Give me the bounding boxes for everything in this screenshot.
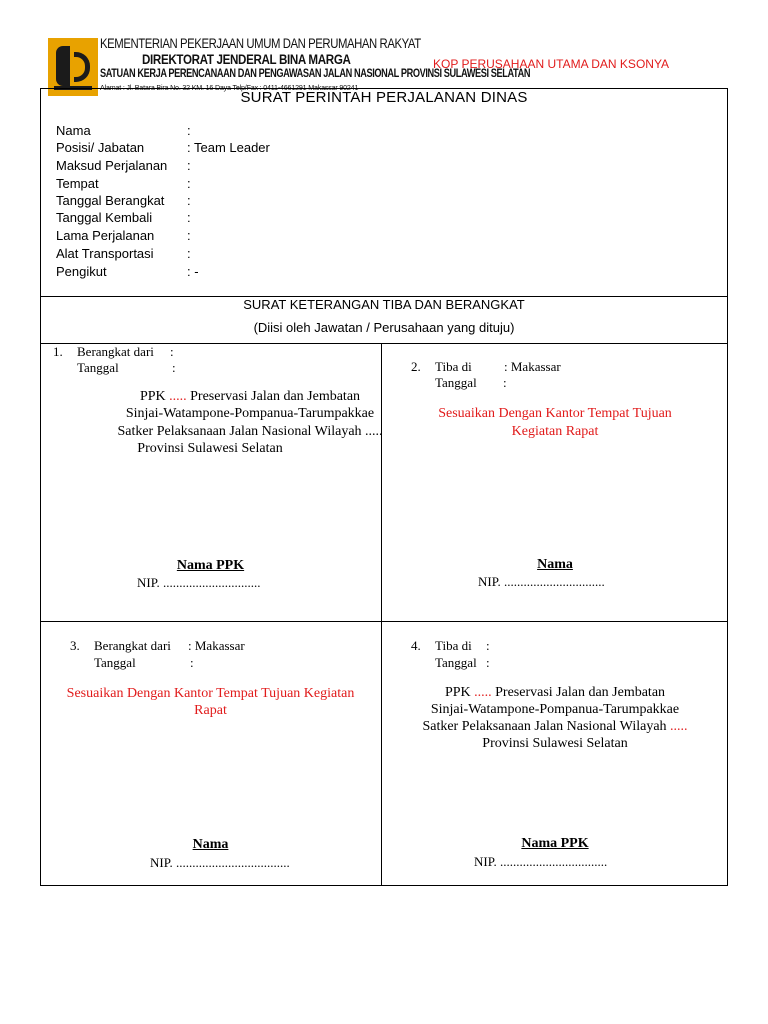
box2-label-tanggal: Tanggal [435, 375, 477, 390]
box3-number: 3. [70, 638, 80, 653]
field-value-transport: : [187, 246, 191, 261]
field-label-maksud: Maksud Perjalanan [56, 158, 168, 173]
divider-line [40, 621, 728, 622]
box4-label-tanggal: Tanggal [435, 655, 477, 670]
box1-number: 1. [53, 344, 63, 359]
field-label-lama: Lama Perjalanan [56, 228, 155, 243]
box2-note-line1: Sesuaikan Dengan Kantor Tempat Tujuan [438, 406, 672, 421]
box1-ppk-label: PPK [139, 389, 166, 404]
box4-number: 4. [411, 638, 421, 653]
box2-value-tiba: : Makassar [504, 359, 561, 374]
box4-value-tanggal: : [486, 655, 490, 670]
field-value-tgl-kembali: : [187, 210, 191, 225]
field-value-tgl-berangkat: : [187, 193, 191, 208]
field-value-jabatan: : Team Leader [187, 140, 270, 155]
letterhead-address: Alamat : Jl. Batara Bira No. 32 KM. 16 Daya Telp/Fax : 0411-4661291 Makassar 90241 [100, 83, 359, 92]
field-value-lama: : [187, 228, 191, 243]
box1-nip: NIP. .............................. [137, 575, 261, 590]
box3-value-tanggal: : [190, 655, 194, 670]
section-title: SURAT KETERANGAN TIBA DAN BERANGKAT [243, 297, 525, 312]
box4-satker-dots: ..... [670, 719, 688, 734]
document-title: SURAT PERINTAH PERJALANAN DINAS [240, 89, 528, 106]
box4-satker: Satker Pelaksanaan Jalan Nasional Wilayah [422, 719, 667, 734]
box3-value-berangkat: : Makassar [188, 638, 245, 653]
box1-province: Provinsi Sulawesi Selatan [137, 441, 283, 456]
box2-label-tiba: Tiba di [435, 359, 472, 374]
field-label-tgl-berangkat: Tanggal Berangkat [56, 193, 165, 208]
box3-label-tanggal: Tanggal [94, 655, 136, 670]
box1-route: Sinjai-Watampone-Pompanua-Tarumpakkae [125, 406, 375, 421]
box1-sign-name: Nama PPK [176, 558, 245, 573]
field-label-jabatan: Posisi/ Jabatan [56, 140, 145, 155]
box2-note-line2: Kegiatan Rapat [511, 424, 599, 439]
box3-note-line2: Rapat [194, 703, 227, 718]
field-value-nama: : [187, 123, 191, 138]
field-label-pengikut: Pengikut [56, 264, 107, 279]
field-value-pengikut: : - [187, 264, 199, 279]
field-label-tgl-kembali: Tanggal Kembali [56, 210, 153, 225]
letterhead-ministry: KEMENTERIAN PEKERJAAN UMUM DAN PERUMAHAN RAKYAT [100, 36, 421, 51]
field-label-nama: Nama [56, 123, 91, 138]
box2-sign-name: Nama [537, 557, 573, 572]
box1-ppk-dots: ..... [169, 389, 187, 404]
box1-ppk-line [40, 389, 460, 405]
box4-route: Sinjai-Watampone-Pompanua-Tarumpakkae [430, 702, 680, 717]
box1-satker: Satker Pelaksanaan Jalan Nasional Wilayah ..... [117, 424, 383, 439]
letterhead-note: KOP PERUSAHAAN UTAMA DAN KSONYA [433, 57, 670, 71]
box4-ppk-rest: Preservasi Jalan dan Jembatan [495, 685, 666, 700]
box4-ppk-label: PPK [444, 685, 471, 700]
box2-nip: NIP. ............................... [478, 574, 605, 589]
letterhead-directorate: DIREKTORAT JENDERAL BINA MARGA [142, 52, 351, 67]
box4-ppk-dots: ..... [474, 685, 492, 700]
box1-value-berangkat: : [170, 344, 174, 359]
box1-label-berangkat: Berangkat dari [77, 344, 154, 359]
box4-sign-name: Nama PPK [521, 836, 589, 851]
box3-label-berangkat: Berangkat dari [94, 638, 171, 653]
box4-ppk-line [382, 685, 728, 701]
box4-label-tiba: Tiba di [435, 638, 472, 653]
box4-province: Provinsi Sulawesi Selatan [482, 736, 628, 751]
box2-number: 2. [411, 359, 421, 374]
box3-sign-name: Nama [192, 837, 229, 852]
box4-nip: NIP. ................................. [474, 854, 608, 869]
field-label-tempat: Tempat [56, 176, 99, 191]
box1-ppk-rest: Preservasi Jalan dan Jembatan [190, 389, 361, 404]
letterhead-unit: SATUAN KERJA PERENCANAAN DAN PENGAWASAN JALAN NASIONAL PROVINSI SULAWESI SELATAN [100, 68, 531, 80]
box4-satker-line [382, 719, 728, 735]
box1-value-tanggal: : [172, 360, 176, 375]
box1-label-tanggal: Tanggal [77, 360, 119, 375]
field-label-transport: Alat Transportasi [56, 246, 154, 261]
box4-value-tiba: : [486, 638, 490, 653]
box3-nip: NIP. ................................... [150, 855, 290, 870]
field-value-tempat: : [187, 176, 191, 191]
field-value-maksud: : [187, 158, 191, 173]
box3-note-line1: Sesuaikan Dengan Kantor Tempat Tujuan Kegiatan [66, 686, 355, 701]
box2-value-tanggal: : [503, 375, 507, 390]
section-subtitle: (Diisi oleh Jawatan / Perusahaan yang dituju) [253, 320, 515, 335]
